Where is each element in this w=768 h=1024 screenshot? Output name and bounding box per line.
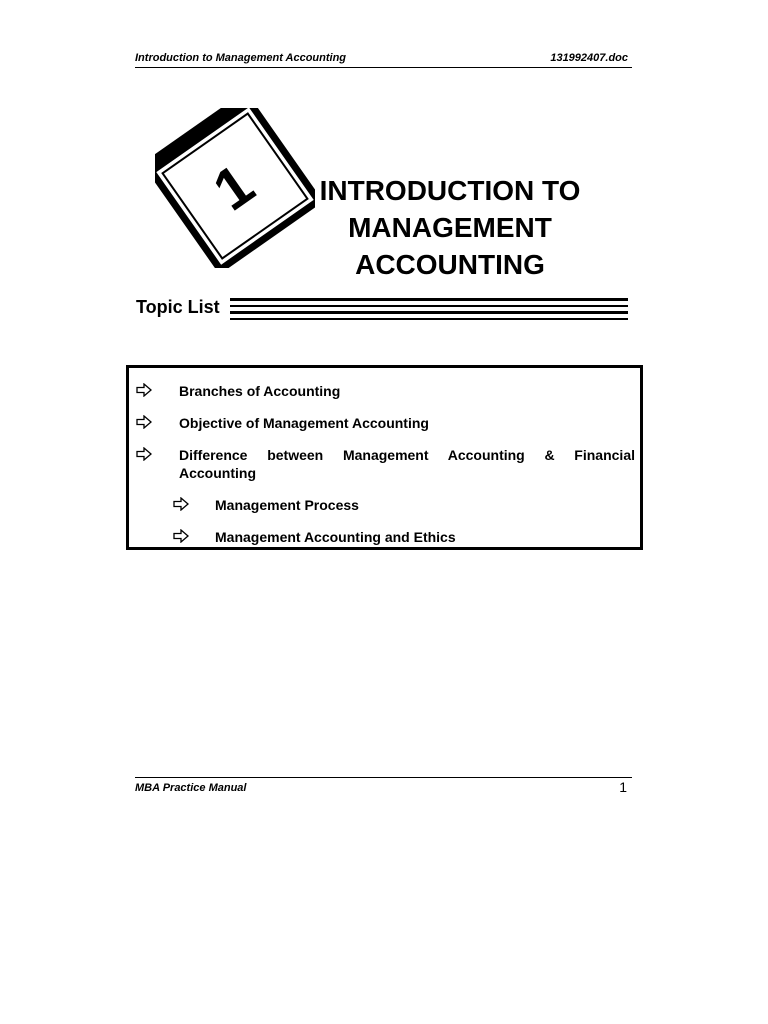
chapter-title-line: INTRODUCTION TO: [319, 175, 581, 206]
topic-list-box: [126, 365, 643, 550]
chapter-title-line: ACCOUNTING: [355, 249, 545, 280]
list-item-label: Branches of Accounting: [179, 383, 341, 399]
rule-line: [230, 311, 628, 314]
header-title: Introduction to Management Accounting: [135, 52, 347, 64]
chapter-number: 1: [201, 151, 266, 224]
footer-title: MBA Practice Manual: [135, 782, 247, 794]
rule-line: [230, 298, 628, 301]
rule-line: [230, 305, 628, 307]
hollow-arrow-icon: [136, 383, 152, 397]
header-filename: 131992407.doc: [550, 52, 628, 64]
hollow-arrow-icon: [136, 415, 152, 429]
chapter-title: [280, 172, 620, 283]
hollow-arrow-icon: [173, 497, 189, 511]
list-item-label: Objective of Management Accounting: [179, 415, 429, 431]
hollow-arrow-icon: [136, 447, 152, 461]
page-header: [135, 51, 632, 68]
rule-line: [230, 318, 628, 320]
topic-list-heading: Topic List: [136, 297, 220, 317]
list-item-label: Management Process: [215, 497, 359, 513]
list-item-label: Difference between Management Accounting & Financial Accounting: [179, 447, 635, 481]
page-number: 1: [619, 779, 627, 795]
page-footer: [135, 777, 632, 800]
chapter-title-line: MANAGEMENT: [348, 212, 552, 243]
topic-list-rules: [230, 298, 628, 322]
hollow-arrow-icon: [173, 529, 189, 543]
list-item-label: Management Accounting and Ethics: [215, 529, 456, 545]
